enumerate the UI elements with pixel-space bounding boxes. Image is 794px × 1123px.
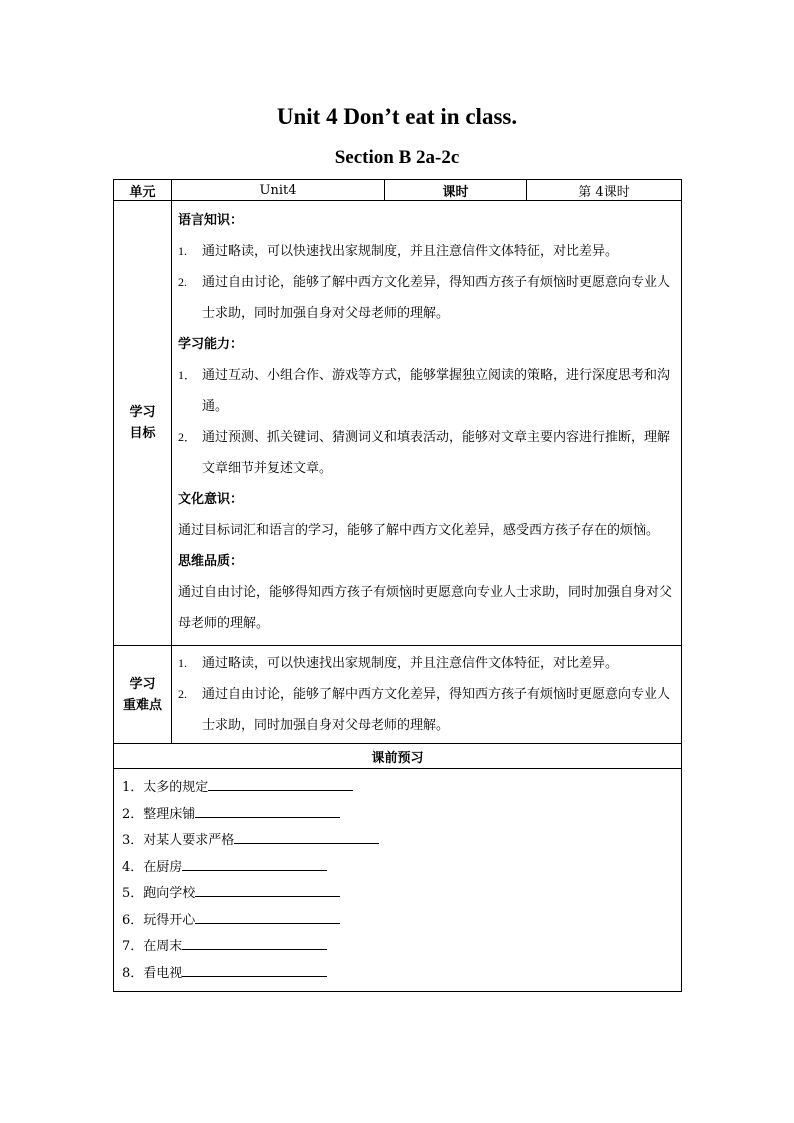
item-text: 通过互动、小组合作、游戏等方式，能够掌握独立阅读的策略，进行深度思考和沟通。	[202, 368, 671, 414]
preview-title: 课前预习	[114, 744, 682, 769]
key-point-item	[178, 648, 675, 679]
item-text: 通过自由讨论，能够了解中西方文化差异，得知西方孩子有烦恼时更愿意向专业人士求助，同时加强自身对父母老师的理解。	[202, 687, 671, 733]
language-knowledge-heading: 语言知识：	[178, 213, 244, 228]
preview-item	[122, 961, 675, 988]
item-number: 8．	[122, 965, 144, 981]
objectives-label	[114, 201, 172, 646]
objectives-row	[114, 201, 682, 646]
answer-blank[interactable]	[182, 935, 327, 950]
unit-label: 单元	[114, 180, 172, 201]
cultural-awareness-heading: 文化意识：	[178, 492, 244, 507]
preview-item	[122, 855, 675, 882]
cultural-awareness-text: 通过目标词汇和语言的学习，能够了解中西方文化差异，感受西方孩子存在的烦恼。	[178, 523, 660, 538]
item-number: 5．	[122, 886, 144, 901]
item-number: 6．	[122, 912, 144, 928]
preview-item	[122, 802, 675, 829]
answer-blank[interactable]	[182, 856, 327, 871]
item-number: 1.	[178, 656, 187, 670]
item-number: 3．	[122, 833, 144, 848]
answer-blank[interactable]	[195, 803, 340, 818]
item-text: 看电视	[143, 965, 183, 981]
preview-item	[122, 881, 675, 908]
preview-item	[122, 934, 675, 961]
item-number: 1.	[178, 244, 187, 258]
preview-item	[122, 775, 675, 802]
period-label: 课时	[385, 180, 527, 201]
answer-blank[interactable]	[234, 829, 379, 844]
key-points-label-line2: 重难点	[122, 697, 162, 713]
item-number: 2.	[178, 275, 187, 289]
item-text: 整理床铺	[143, 806, 196, 822]
key-points-content	[172, 646, 682, 744]
key-points-label	[114, 646, 172, 744]
item-text: 通过自由讨论，能够了解中西方文化差异，得知西方孩子有烦恼时更愿意向专业人士求助，同时加强自身对父母老师的理解。	[202, 275, 671, 321]
preview-title-row	[114, 744, 682, 769]
item-number: 2．	[122, 806, 144, 822]
answer-blank[interactable]	[208, 776, 353, 791]
preview-list	[114, 769, 682, 992]
objectives-label-line1: 学习	[129, 405, 156, 420]
thinking-quality-text: 通过自由讨论，能够得知西方孩子有烦恼时更愿意向专业人士求助，同时加强自身对父母老师的理解。	[178, 585, 673, 631]
key-points-label-line1: 学习	[129, 676, 156, 692]
preview-list-row	[114, 769, 682, 992]
page-subtitle: Section B 2a-2c	[334, 147, 460, 168]
item-text: 通过略读，可以快速找出家规制度，并且注意信件文体特征，对比差异。	[202, 244, 619, 259]
answer-blank[interactable]	[182, 962, 327, 977]
lesson-plan-table	[113, 179, 682, 992]
thinking-quality-heading: 思维品质：	[178, 554, 244, 569]
answer-blank[interactable]	[195, 882, 340, 897]
item-text: 通过预测、抓关键词、猜测词义和填表活动，能够对文章主要内容进行推断，理解文章细节并复述文章。	[202, 430, 671, 476]
answer-blank[interactable]	[195, 909, 340, 924]
item-number: 1．	[178, 368, 197, 382]
item-number: 1．	[122, 780, 144, 795]
item-text: 太多的规定	[143, 780, 209, 795]
item-number: 2.	[178, 687, 187, 701]
language-knowledge-item	[178, 267, 675, 329]
unit-value: Unit4	[172, 180, 385, 201]
objectives-label-line2: 目标	[129, 426, 156, 441]
period-value: 第 4课时	[527, 180, 682, 201]
item-text: 在周末	[143, 939, 183, 954]
item-number: 7．	[122, 939, 144, 954]
learning-ability-heading: 学习能力：	[178, 337, 244, 352]
learning-ability-item	[178, 360, 675, 422]
page-title: Unit 4 Don’t eat in class.	[276, 104, 518, 129]
item-number: 2．	[178, 430, 197, 444]
item-text: 玩得开心	[143, 912, 196, 928]
item-number: 4．	[122, 859, 144, 875]
key-points-row	[114, 646, 682, 744]
language-knowledge-item	[178, 236, 675, 267]
item-text: 通过略读，可以快速找出家规制度，并且注意信件文体特征，对比差异。	[202, 656, 619, 671]
learning-ability-item	[178, 422, 675, 484]
preview-item	[122, 828, 675, 855]
item-text: 在厨房	[143, 859, 183, 875]
objectives-content	[172, 201, 682, 646]
item-text: 跑向学校	[143, 886, 196, 901]
preview-item	[122, 908, 675, 935]
header-row	[114, 180, 682, 201]
item-text: 对某人要求严格	[143, 833, 235, 848]
key-point-item	[178, 679, 675, 741]
